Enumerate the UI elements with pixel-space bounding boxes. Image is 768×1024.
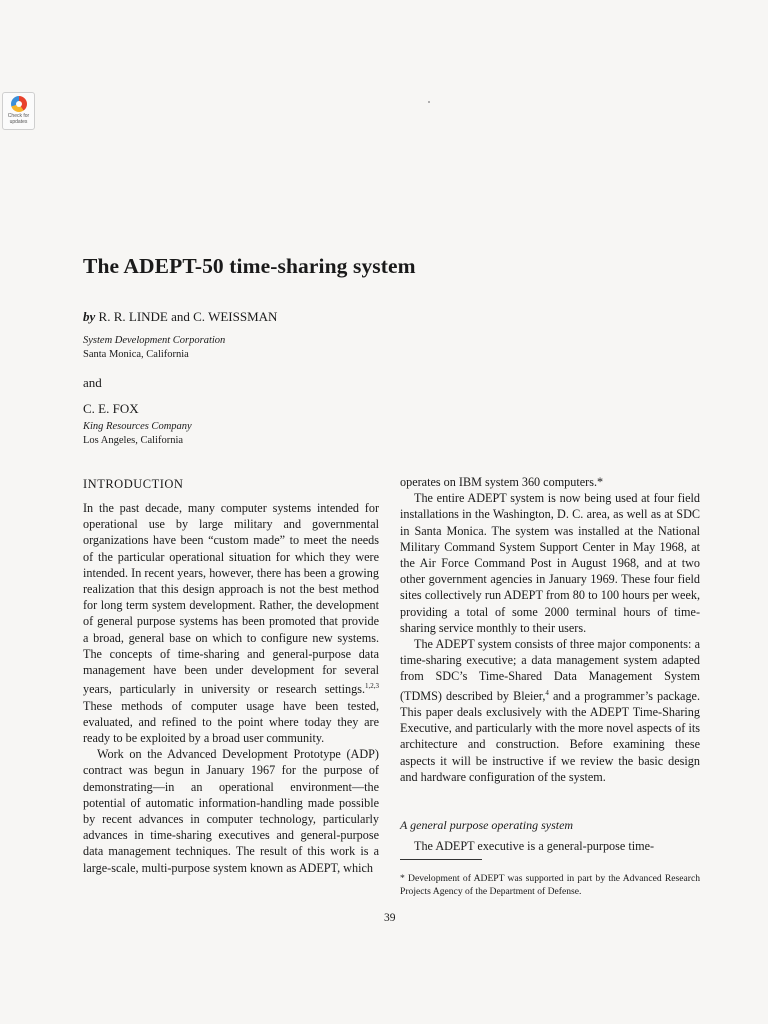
intro-p1-tail: These methods of computer usage have been tested, evaluated, and refined to the point where today they are ready to be exploited by a broad user community. (83, 698, 379, 745)
right-paragraph-1: The entire ADEPT system is now being used at four field installations in the Washington, D. C. area, as well as at SDC in Santa Monica. The system was installed at the National Military Command System Support Center in May 1968, at the Air Force Command Post in August 1968, and at two other government agencies in January 1969. These four field sites collectively run ADEPT from 80 to 100 hours per week, providing a total of some 2000 terminal hours of time-sharing service monthly to their users. (400, 491, 700, 635)
intro-paragraph-1 (83, 500, 379, 746)
right-paragraph-2 (400, 636, 700, 785)
left-column (83, 500, 379, 876)
intro-p1-text: In the past decade, many computer systems intended for operational use by large military and governmental organizations have been “custom made” to meet the needs of the particular operational situation for which they were intended. In recent years, however, there has been a growing realization that this design approach is not the best method for long term system development. Rather, the development of general purpose systems has been promoted that provide a broad, general base on which to configure new systems. The concepts of time-sharing and general-purpose data management have been under development for several years, particularly in university or research settings. (83, 501, 379, 697)
footnote-rule (400, 859, 482, 860)
affiliation-2-place: Los Angeles, California (83, 435, 184, 446)
footnote: * Development of ADEPT was supported in part by the Advanced Research Projects Agency of the Department of Defense. (400, 873, 700, 897)
byline-authors: R. R. LINDE and C. WEISSMAN (98, 309, 278, 324)
scan-speck (428, 101, 430, 103)
right-column (400, 474, 700, 785)
affiliation-1 (83, 334, 225, 362)
right-p2-tail: and a programmer’s package. This paper deals exclusively with the ADEPT Time-Sharing Executive, and particularly with the more novel aspects of its architecture and construction. Before examining these aspects it will be instructive if we review the basic design and hardware configuration of the system. (400, 688, 700, 784)
right-paragraph-0: operates on IBM system 360 computers.* (400, 475, 604, 489)
badge-label: Check for updates (7, 113, 30, 125)
author-2: C. E. FOX (83, 401, 139, 416)
citation-4: 4 (545, 688, 549, 697)
affiliation-2-org: King Resources Company (83, 421, 192, 432)
affiliation-2 (83, 420, 192, 448)
intro-paragraph-2: Work on the Advanced Development Prototype (ADP) contract was begun in January 1967 for the purpose of demonstrating—in an operational environment—the potential of automatic information-handling made possible by recent advances in computer technology, particularly advances in time-sharing executives and general-purpose data management techniques. The result of this work is a large-scale, multi-purpose system known as ADEPT, which (83, 747, 379, 875)
and-text: and (83, 375, 102, 390)
byline-by: by (83, 309, 96, 324)
crossmark-icon (11, 96, 27, 112)
citation-1-2-3: 1,2,3 (365, 682, 379, 691)
right-p2-text: The ADEPT system consists of three major components: a time-sharing executive; a data management system adapted from SDC’s Time-Shared Data Management System (TDMS) described by Bleier, (400, 637, 700, 703)
section-subheading: A general purpose operating system (400, 818, 574, 832)
byline (83, 309, 277, 325)
affiliation-1-org: System Development Corporation (83, 335, 226, 346)
page-number: 39 (384, 912, 396, 924)
paper-title: The ADEPT-50 time-sharing system (83, 254, 416, 278)
right-paragraph-3: The ADEPT executive is a general-purpose time- (414, 839, 655, 853)
intro-heading: INTRODUCTION (83, 477, 184, 491)
check-for-updates-badge[interactable] (2, 92, 35, 130)
affiliation-1-place: Santa Monica, California (83, 349, 189, 360)
